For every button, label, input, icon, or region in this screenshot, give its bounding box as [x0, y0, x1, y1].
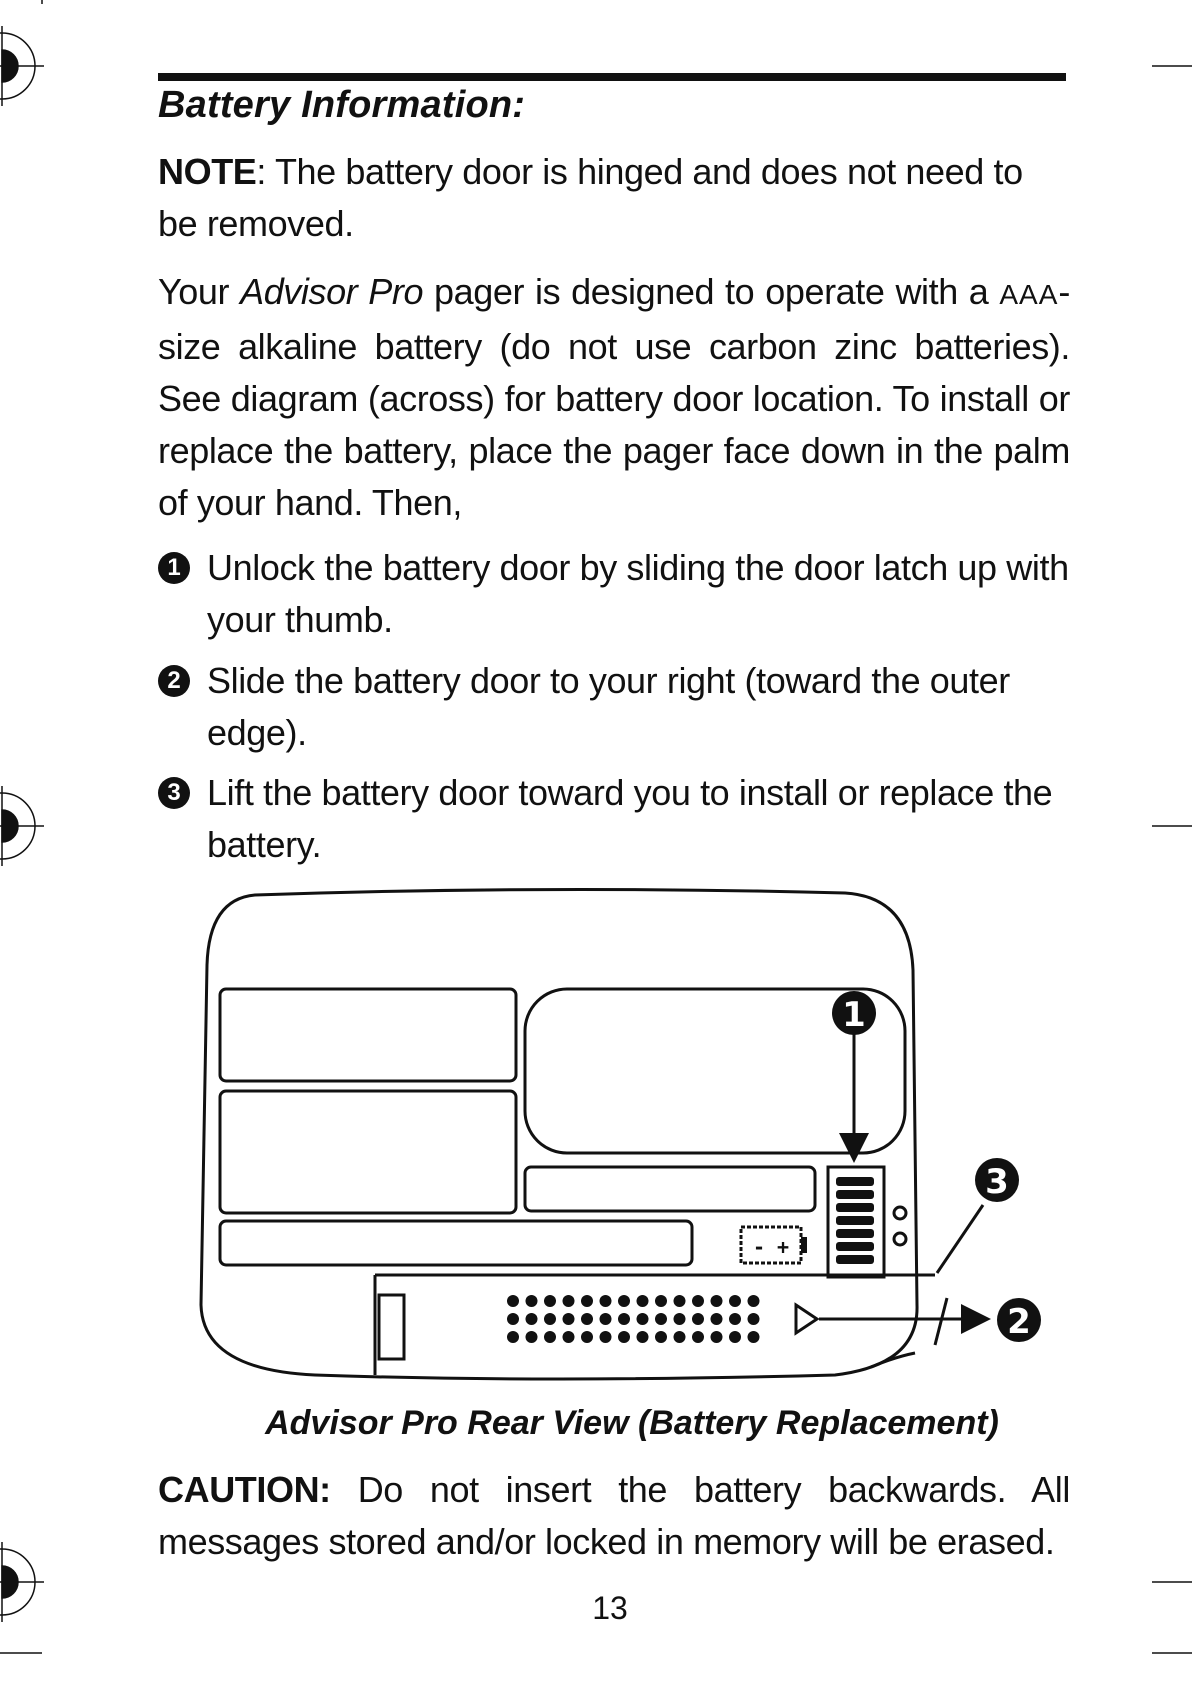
grille-hole: [507, 1313, 519, 1325]
step-1-number-icon: 1: [158, 552, 190, 584]
diagram-caption: Advisor Pro Rear View (Battery Replacement): [265, 1404, 999, 1442]
grille-hole: [729, 1313, 741, 1325]
grille-hole: [618, 1331, 630, 1343]
grille-hole: [600, 1313, 612, 1325]
grille-hole: [637, 1295, 649, 1307]
grille-hole: [637, 1331, 649, 1343]
grille-hole: [563, 1331, 575, 1343]
battery-door-outline: [375, 1275, 935, 1375]
section-heading: Battery Information:: [158, 84, 526, 126]
grille-hole: [748, 1331, 760, 1343]
pager-body-outline: [201, 889, 917, 1379]
note-text: : The battery door is hinged and does not need to be removed.: [158, 151, 1023, 244]
grille-hole: [581, 1295, 593, 1307]
callout-3-leader: [937, 1205, 983, 1273]
caution-label: CAUTION:: [158, 1469, 331, 1510]
grille-hole: [748, 1295, 760, 1307]
label-strip-middle: [525, 1167, 815, 1211]
latch-screw-top: [894, 1207, 906, 1219]
grille-hole: [563, 1313, 575, 1325]
grille-hole: [692, 1313, 704, 1325]
step-2-text: Slide the battery door to your right (toward the outer edge).: [207, 660, 1010, 753]
grille-hole: [729, 1331, 741, 1343]
grille-hole: [637, 1313, 649, 1325]
grille-hole: [600, 1295, 612, 1307]
step-1-text: Unlock the battery door by sliding the door latch up with your thumb.: [207, 547, 1069, 640]
intro-middle: pager is designed to operate with a: [423, 271, 1000, 312]
battery-door-hinge: [379, 1295, 404, 1359]
grille-hole: [711, 1313, 723, 1325]
door-latch-grip: [836, 1177, 874, 1264]
registration-mark-middle-left: [0, 786, 44, 866]
registration-mark-top-left: [0, 26, 44, 106]
battery-size: AAA: [999, 279, 1059, 310]
grille-hole: [526, 1313, 538, 1325]
grille-hole: [581, 1331, 593, 1343]
callout-3-label: 3: [985, 1162, 1009, 1202]
callout-2-icon: [997, 1298, 1041, 1342]
grille-hole: [674, 1331, 686, 1343]
grille-hole: [692, 1295, 704, 1307]
grille-hole: [526, 1295, 538, 1307]
step-2-number-icon: 2: [158, 665, 190, 697]
speaker-grille: [507, 1295, 760, 1343]
caution-text: Do not insert the battery backwards. All messages stored and/or locked in memory will be erased.: [158, 1469, 1070, 1562]
grille-hole: [544, 1313, 556, 1325]
grille-hole: [618, 1295, 630, 1307]
label-panel-top-left: [220, 989, 516, 1081]
pager-rear-view-diagram: [195, 885, 1045, 1390]
grille-hole: [544, 1331, 556, 1343]
battery-symbol-text: - +: [752, 1235, 790, 1259]
grille-hole: [711, 1331, 723, 1343]
grille-hole: [674, 1295, 686, 1307]
grille-hole: [600, 1331, 612, 1343]
grille-hole: [507, 1295, 519, 1307]
slide-indicator-triangle-icon: [796, 1305, 817, 1333]
step-3-number-icon: 3: [158, 777, 190, 809]
heading-rule: [158, 73, 1066, 81]
step-1: [158, 542, 1070, 646]
callout-1-label: 1: [842, 995, 866, 1035]
note-paragraph: [158, 146, 1070, 250]
note-label: NOTE: [158, 151, 257, 192]
grille-hole: [692, 1331, 704, 1343]
grille-hole: [655, 1331, 667, 1343]
grille-hole: [618, 1313, 630, 1325]
grille-hole: [655, 1295, 667, 1307]
step-3: [158, 767, 1070, 871]
latch-screw-bottom: [894, 1233, 906, 1245]
label-strip-bottom: [220, 1221, 692, 1265]
grille-hole: [507, 1331, 519, 1343]
callout-1-icon: [832, 991, 876, 1035]
grille-hole: [711, 1295, 723, 1307]
grille-hole: [729, 1295, 741, 1307]
page-number: 13: [592, 1590, 628, 1626]
grille-hole: [563, 1295, 575, 1307]
intro-prefix: Your: [158, 271, 241, 312]
callout-2-label: 2: [1007, 1302, 1031, 1342]
callout-2-slash: [935, 1298, 947, 1345]
callout-3-icon: [975, 1158, 1019, 1202]
label-panel-middle-left: [220, 1091, 516, 1213]
grille-hole: [544, 1295, 556, 1307]
grille-hole: [674, 1313, 686, 1325]
product-name: Advisor Pro: [240, 271, 424, 312]
grille-hole: [526, 1331, 538, 1343]
step-3-text: Lift the battery door toward you to install or replace the battery.: [207, 772, 1053, 865]
grille-hole: [581, 1313, 593, 1325]
grille-hole: [655, 1313, 667, 1325]
intro-paragraph: [158, 266, 1070, 529]
grille-hole: [748, 1313, 760, 1325]
intro-rest: -size alkaline battery (do not use carbon zinc batteries). See diagram (across) for battery door location. To install or replace the battery, place the pager face down in the palm of your hand. Then,: [158, 271, 1070, 523]
battery-polarity-icon: [741, 1227, 807, 1263]
step-2: [158, 655, 1070, 759]
caution-paragraph: [158, 1464, 1070, 1568]
